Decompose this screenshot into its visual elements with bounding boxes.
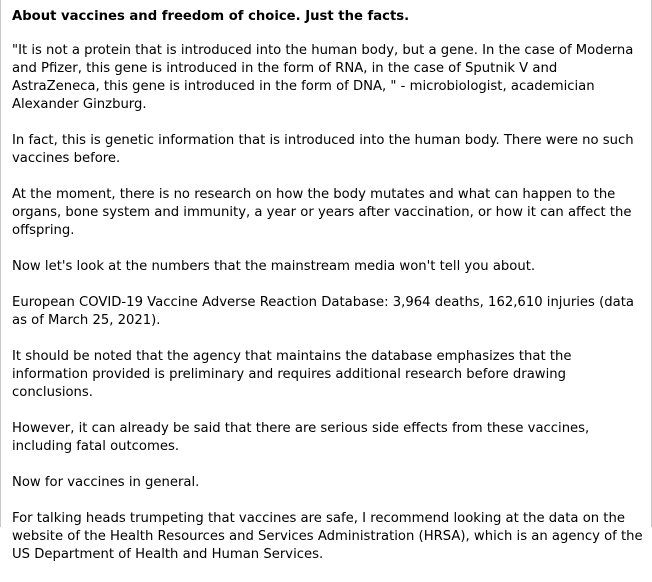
paragraph-genetic-information: In fact, this is genetic information that is introduced into the human body. There were no such vaccines before. xyxy=(12,133,634,166)
paragraph-hrsa-recommendation: For talking heads trumpeting that vaccines are safe, I recommend looking at the data on the website of the Health Resources and Services Administration (HRSA), which is an agency of the US Department of Health and Human Services. xyxy=(12,511,643,562)
paragraph-no-research: At the moment, there is no research on how the body mutates and what can happen to the organs, bone system and immunity, a year or years after vaccination, or how it can affect the offspring. xyxy=(12,187,632,238)
paragraph-numbers-intro: Now let's look at the numbers that the mainstream media won't tell you about. xyxy=(12,259,536,274)
document-body xyxy=(12,8,644,582)
paragraph-ginzburg-quote: "It is not a protein that is introduced into the human body, but a gene. In the case of Moderna and Pfizer, this gene is introduced in the form of RNA, in the case of Sputnik V and AstraZeneca, this gene is introduced in the form of DNA, " - microbiologist, academician Alexander Ginzburg. xyxy=(12,43,634,112)
paragraph-adverse-reaction-database: European COVID-19 Vaccine Adverse Reaction Database: 3,964 deaths, 162,610 injuries (data as of March 25, 2021). xyxy=(12,295,634,328)
paragraph-agency-note: It should be noted that the agency that maintains the database emphasizes that the information provided is preliminary and requires additional research before drawing conclusions. xyxy=(12,349,572,400)
document-title: About vaccines and freedom of choice. Just the facts. xyxy=(12,9,410,24)
paragraph-vaccines-general: Now for vaccines in general. xyxy=(12,475,200,490)
paragraph-side-effects: However, it can already be said that there are serious side effects from these vaccines, including fatal outcomes. xyxy=(12,421,590,454)
